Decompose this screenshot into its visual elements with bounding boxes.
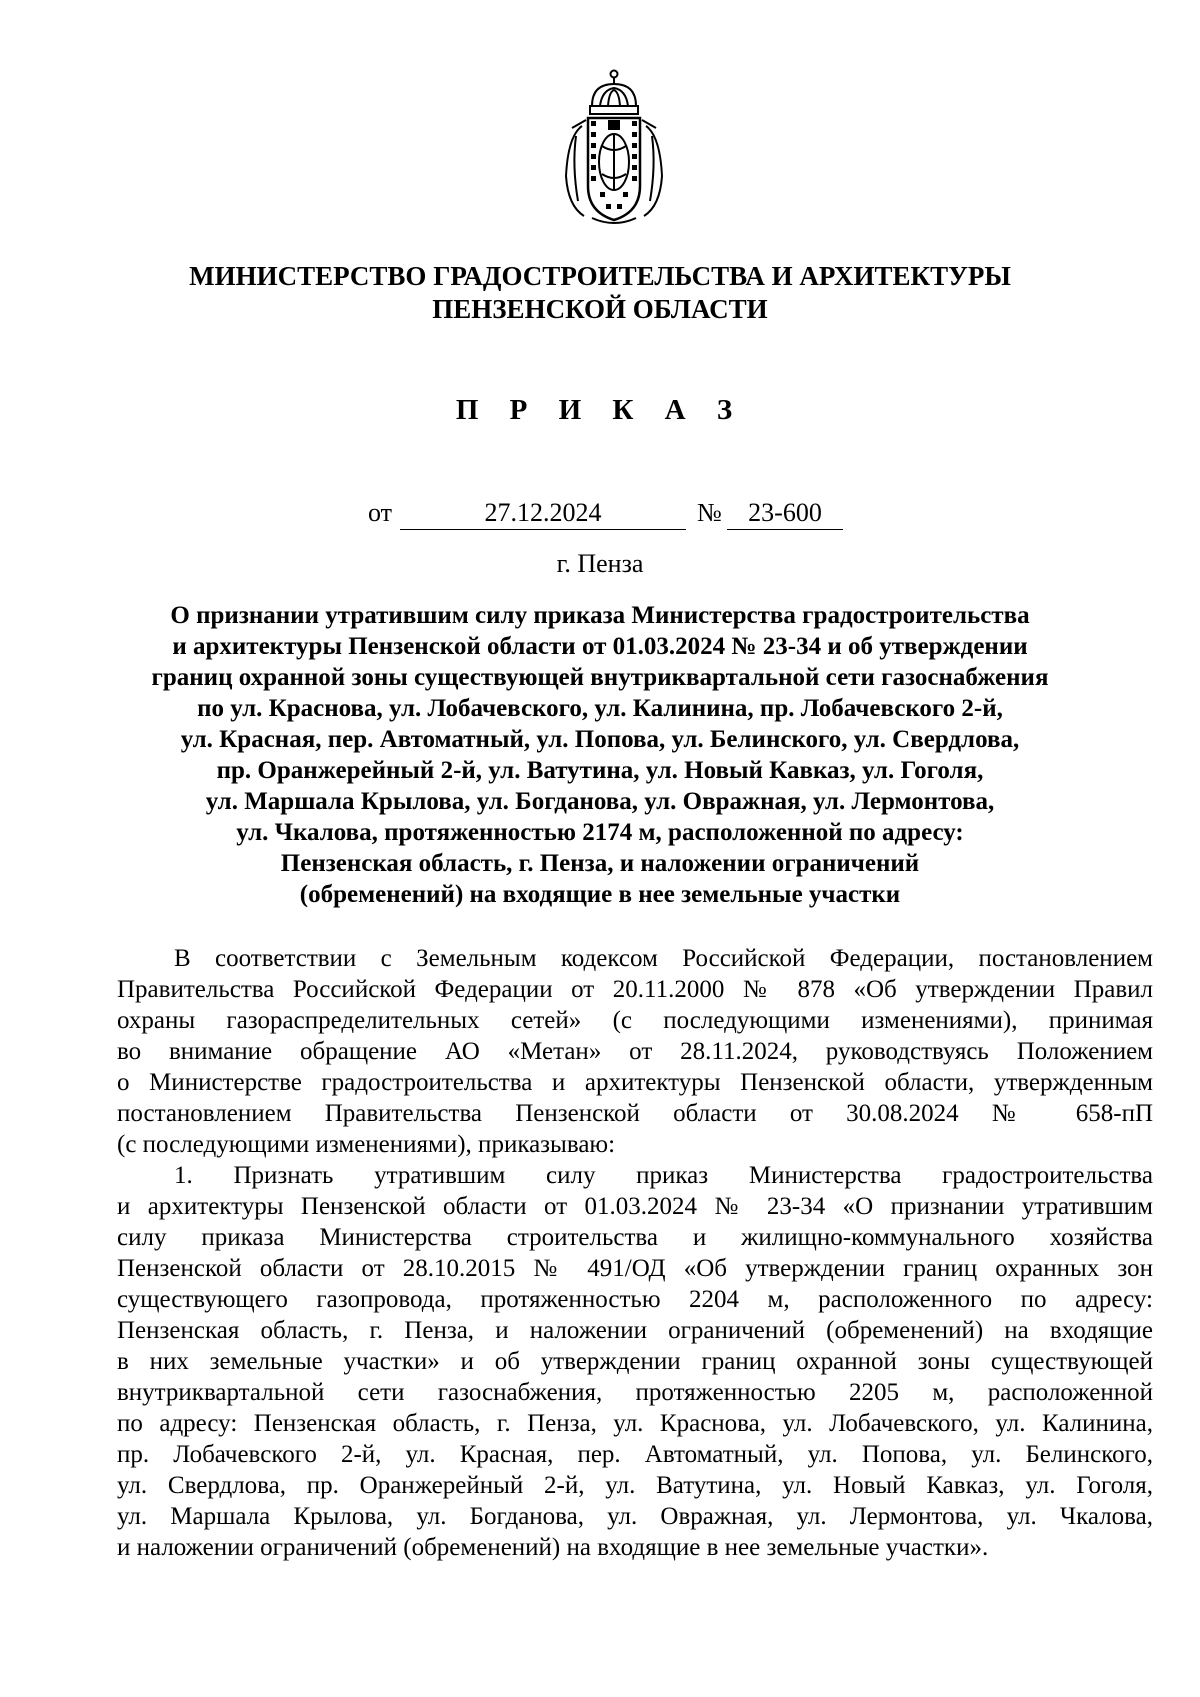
item-line: и архитектуры Пензенской области от 01.03.2024 № 23-34 «О признании утратившим (117, 1193, 1153, 1220)
document-date: 27.12.2024 (400, 497, 686, 530)
preamble-line: охраны газораспределительных сетей» (с последующими изменениями), принимая (117, 1007, 1153, 1034)
document-city: г. Пенза (556, 549, 644, 578)
penza-region-coat-of-arms-icon (562, 66, 666, 226)
preamble-line: о Министерстве градостроительства и архитектуры Пензенской области, утвержденным (117, 1069, 1153, 1096)
item-line: ул. Свердлова, пр. Оранжерейный 2-й, ул. Ватутина, ул. Новый Кавказ, ул. Гоголя, (117, 1472, 1153, 1499)
item-line: ул. Маршала Крылова, ул. Богданова, ул. Овражная, ул. Лермонтова, ул. Чкалова, (117, 1503, 1153, 1530)
ministry-name-line2: ПЕНЗЕНСКОЙ ОБЛАСТИ (432, 294, 768, 324)
ministry-name-line1: МИНИСТЕРСТВО ГРАДОСТРОИТЕЛЬСТВА И АРХИТЕКТУРЫ (189, 261, 1011, 291)
title-line: по ул. Краснова, ул. Лобачевского, ул. Калинина, пр. Лобачевского 2-й, (197, 695, 1003, 722)
title-line: Пензенская область, г. Пенза, и наложении ограничений (280, 850, 920, 877)
item-line: пр. Лобачевского 2-й, ул. Красная, пер. Автоматный, ул. Попова, ул. Белинского, (117, 1441, 1153, 1468)
title-line: ул. Маршала Крылова, ул. Богданова, ул. Овражная, ул. Лермонтова, (205, 788, 995, 815)
preamble-line: (с последующими изменениями), приказываю: (117, 1131, 616, 1158)
title-line: О признании утратившим силу приказа Министерства градостроительства (170, 602, 1030, 629)
item-line: и наложении ограничений (обременений) на входящие в нее земельные участки». (117, 1534, 989, 1561)
item-line: силу приказа Министерства строительства и жилищно-коммунального хозяйства (117, 1224, 1153, 1251)
title-line: ул. Красная, пер. Автоматный, ул. Попова, ул. Белинского, ул. Свердлова, (180, 726, 1020, 753)
title-line: пр. Оранжерейный 2-й, ул. Ватутина, ул. Новый Кавказ, ул. Гоголя, (216, 757, 984, 784)
title-line: (обременений) на входящие в нее земельные участки (299, 881, 901, 908)
document-number: 23-600 (727, 497, 843, 530)
preamble-line: В соответствии с Земельным кодексом Российской Федерации, постановлением (174, 945, 1153, 972)
date-prefix: от (368, 498, 393, 527)
document-type-heading: П Р И К А З (455, 394, 745, 426)
preamble-line: Правительства Российской Федерации от 20.11.2000 № 878 «Об утверждении Правил (117, 976, 1153, 1003)
title-line: границ охранной зоны существующей внутриквартальной сети газоснабжения (151, 664, 1049, 691)
item-line: Пензенская область, г. Пенза, и наложении ограничений (обременений) на входящие (117, 1317, 1153, 1344)
item-line: существующего газопровода, протяженностью 2204 м, расположенного по адресу: (117, 1286, 1153, 1313)
title-line: и архитектуры Пензенской области от 01.03.2024 № 23-34 и об утверждении (172, 633, 1028, 660)
preamble-line: постановлением Правительства Пензенской области от 30.08.2024 № 658-пП (117, 1100, 1153, 1127)
item-line: в них земельные участки» и об утверждении границ охранной зоны существующей (117, 1348, 1153, 1375)
item-line: Пензенской области от 28.10.2015 № 491/ОД «Об утверждении границ охранных зон (117, 1255, 1153, 1282)
preamble-line: во внимание обращение АО «Метан» от 28.11.2024, руководствуясь Положением (117, 1038, 1153, 1065)
item-line: внутриквартальной сети газоснабжения, протяженностью 2205 м, расположенной (117, 1379, 1153, 1406)
item-line: 1. Признать утратившим силу приказ Министерства градостроительства (174, 1162, 1153, 1189)
title-line: ул. Чкалова, протяженностью 2174 м, расположенной по адресу: (236, 819, 964, 846)
item-line: по адресу: Пензенская область, г. Пенза, ул. Краснова, ул. Лобачевского, ул. Калинина, (117, 1410, 1153, 1437)
number-sign: № (697, 498, 722, 527)
